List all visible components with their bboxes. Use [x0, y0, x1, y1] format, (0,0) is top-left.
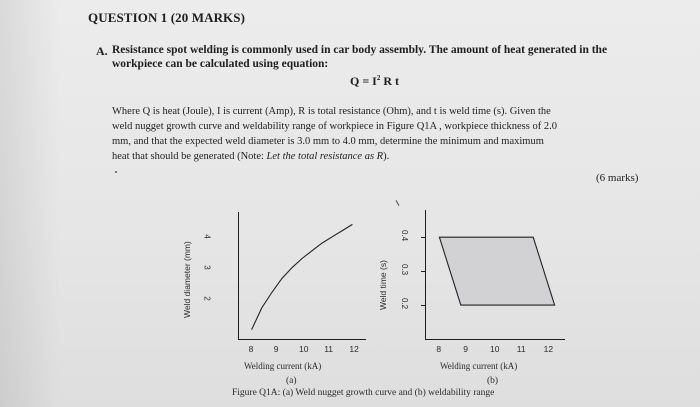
chart-b-y-tick: 0.4 — [400, 230, 410, 242]
para-line-1: Where Q is heat (Joule), I is current (Amp), R is total resistance (Ohm), and t is weld time (s). Given the — [112, 106, 551, 117]
chart-a-y-tick: 3 — [202, 265, 212, 270]
marks-label: (6 marks) — [596, 172, 639, 184]
para-line-2: weld nugget growth curve and weldability range of workpiece in Figure Q1A , workpiece thickness of 2.0 — [112, 121, 557, 132]
chart-a-x-tick: 12 — [349, 344, 359, 354]
weldability-region — [439, 237, 554, 305]
chart-b-x-tick: 9 — [463, 344, 468, 354]
chart-b-x-tick: 12 — [543, 344, 554, 354]
chart-a-ylabel: Weld diameter (mm) — [182, 241, 192, 318]
chart-b-y-tick: 0.2 — [400, 297, 410, 310]
para-line-3: mm, and that the expected weld diameter is 3.0 mm to 4.0 mm, determine the minimum and maximum — [112, 136, 544, 147]
part-a-label: A. — [96, 44, 108, 58]
chart-a-x-tick: 10 — [299, 344, 309, 354]
chart-b-ylabel: Weld time (s) — [378, 260, 388, 310]
chart-b-x-tick: 11 — [516, 344, 526, 354]
equation-rhs: R t — [380, 74, 400, 88]
para-line-4-italic: Let the total resistance as R — [266, 151, 384, 162]
intro-line-2: workpiece can be calculated using equation: — [112, 58, 329, 70]
chart-a-sublabel: (a) — [286, 376, 297, 386]
chart-a-y-tick: 2 — [202, 295, 212, 301]
chart-a-x-tick: 11 — [324, 344, 334, 354]
chart-a-x-tick: 9 — [273, 344, 279, 354]
chart-b-x-tick: 10 — [490, 344, 500, 354]
equation-exponent: 2 — [376, 74, 381, 82]
figure-caption: Figure Q1A: (a) Weld nugget growth curve and (b) weldability range — [232, 388, 495, 398]
chart-a-y-tick: 4 — [202, 234, 212, 239]
chart-b-y-tick: 0.3 — [400, 264, 410, 276]
intro-line-1: Resistance spot welding is commonly used in car body assembly. The amount of heat generated in the — [112, 44, 608, 56]
question-title: QUESTION 1 (20 MARKS) — [88, 10, 246, 25]
chart-a-x-tick: 8 — [248, 344, 254, 354]
chart-a-xlabel: Welding current (kA) — [244, 361, 322, 371]
para-line-4-end: ). — [383, 151, 390, 162]
para-line-4-start: heat that should be generated (Note: — [112, 151, 267, 162]
chart-b-xlabel: Welding current (kA) — [440, 361, 518, 371]
chart-b-x-tick: 8 — [436, 344, 442, 354]
chart-b-sublabel: (b) — [487, 376, 499, 386]
equation-lhs: Q = I — [350, 74, 377, 88]
